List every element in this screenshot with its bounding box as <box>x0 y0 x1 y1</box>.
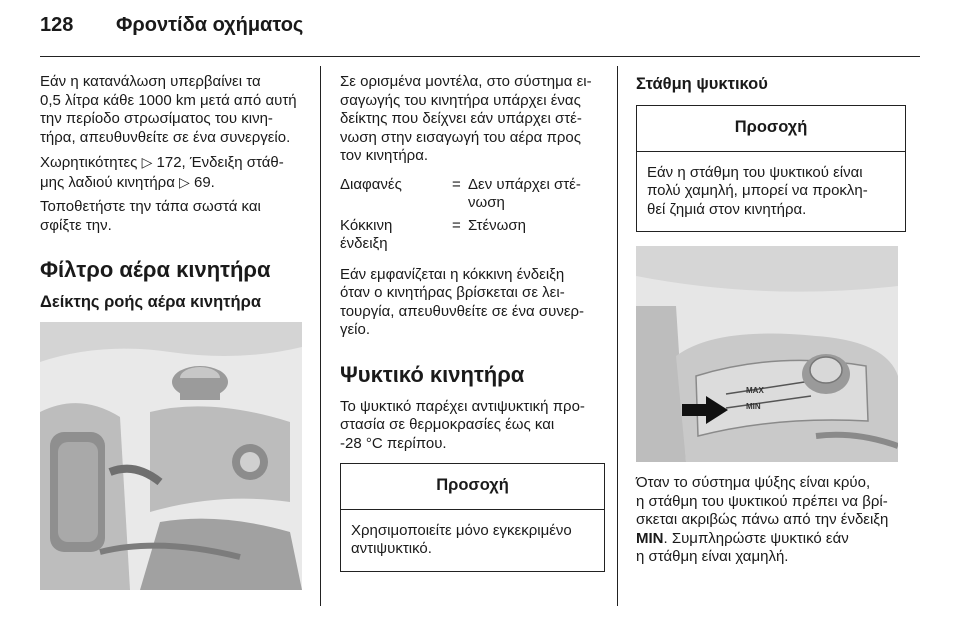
coolant-level-heading: Στάθμη ψυκτικού <box>636 75 768 93</box>
page-title: Φροντίδα οχήματος <box>116 14 304 36</box>
oil-level-link[interactable]: 69. <box>194 173 215 191</box>
notice-box <box>636 105 906 232</box>
indicator-legend <box>340 176 605 254</box>
consumption-paragraph: Εάν η κατανάλωση υπερβαίνει τα 0,5 λίτρα κάθε 1000 km μετά από αυτή την περίοδο στρωσίματος του κινη- τήρα, απευθυνθείτε σε ένα συνεργείο. <box>40 73 297 146</box>
max-mark-label: MAX <box>746 386 764 395</box>
column-3 <box>636 73 906 573</box>
legend-row: Κόκκινη ένδειξη = Στένωση <box>340 216 526 252</box>
page-reference-icon: ▷ <box>179 173 190 190</box>
coolant-paragraph: Το ψυκτικό παρέχει αντιψυκτική προ- στασία σε θερμοκρασίες έως και -28 °C περίπου. <box>340 397 585 452</box>
air-filter-photo <box>40 322 302 590</box>
column-2 <box>340 73 605 572</box>
header-divider <box>40 56 920 57</box>
coolant-heading: Ψυκτικό κινητήρα <box>340 361 525 387</box>
notice-title: Προσοχή <box>637 106 905 152</box>
coolant-reservoir-photo <box>636 246 898 462</box>
column-1 <box>40 73 310 590</box>
indicator-paragraph: Σε ορισμένα μοντέλα, στο σύστημα ει- σαγωγής του κινητήρα υπάρχει ένας δείκτης που δείχνει εάν υπάρχει στέ- νωση στην εισαγωγή του αέρα προς τον κινητήρα. <box>340 73 592 164</box>
coolant-level-paragraph: Όταν το σύστημα ψύξης είναι κρύο, η στάθμη του ψυκτικού πρέπει να βρί- σκεται ακριβώς πάνω από την ένδειξη MIN. Συμπληρώστε ψυκτικό εάν η στάθμη είναι χαμηλή. <box>636 474 889 565</box>
notice-box <box>340 463 605 572</box>
min-mark-label: MIN <box>746 402 761 411</box>
page-number: 128 <box>40 14 74 36</box>
notice-title: Προσοχή <box>341 464 604 510</box>
min-label: MIN <box>636 529 664 547</box>
column-divider-2 <box>617 66 618 606</box>
notice-body: Χρησιμοποιείτε μόνο εγκεκριμένο αντιψυκτικό. <box>351 521 572 557</box>
page-header <box>40 14 920 44</box>
page-reference-icon: ▷ <box>141 154 153 170</box>
coolant-tank-illustration <box>636 246 898 462</box>
engine-bay-illustration <box>40 322 302 590</box>
air-filter-heading: Φίλτρο αέρα κινητήρα <box>40 257 271 282</box>
capacities-paragraph: Χωρητικότητες ▷ 172, Ένδειξη στάθ- μης λαδιού κινητήρα ▷ 69. <box>40 154 284 191</box>
capacities-link[interactable]: 172, Ένδειξη στάθ- <box>156 154 284 171</box>
air-flow-indicator-subheading: Δείκτης ροής αέρα κινητήρα <box>40 293 261 311</box>
cap-paragraph: Τοποθετήστε την τάπα σωστά και σφίξτε την. <box>40 198 261 234</box>
legend-row: Διαφανές = Δεν υπάρχει στέ- νωση <box>340 175 581 211</box>
red-indicator-paragraph: Εάν εμφανίζεται η κόκκινη ένδειξη όταν ο κινητήρας βρίσκεται σε λει- τουργία, απευθυνθείτε σε ένα συνερ- γείο. <box>340 265 585 338</box>
column-divider-1 <box>320 66 321 606</box>
notice-body: Εάν η στάθμη του ψυκτικού είναι πολύ χαμηλή, μπορεί να προκλη- θεί ζημιά στον κινητήρα. <box>647 163 868 218</box>
